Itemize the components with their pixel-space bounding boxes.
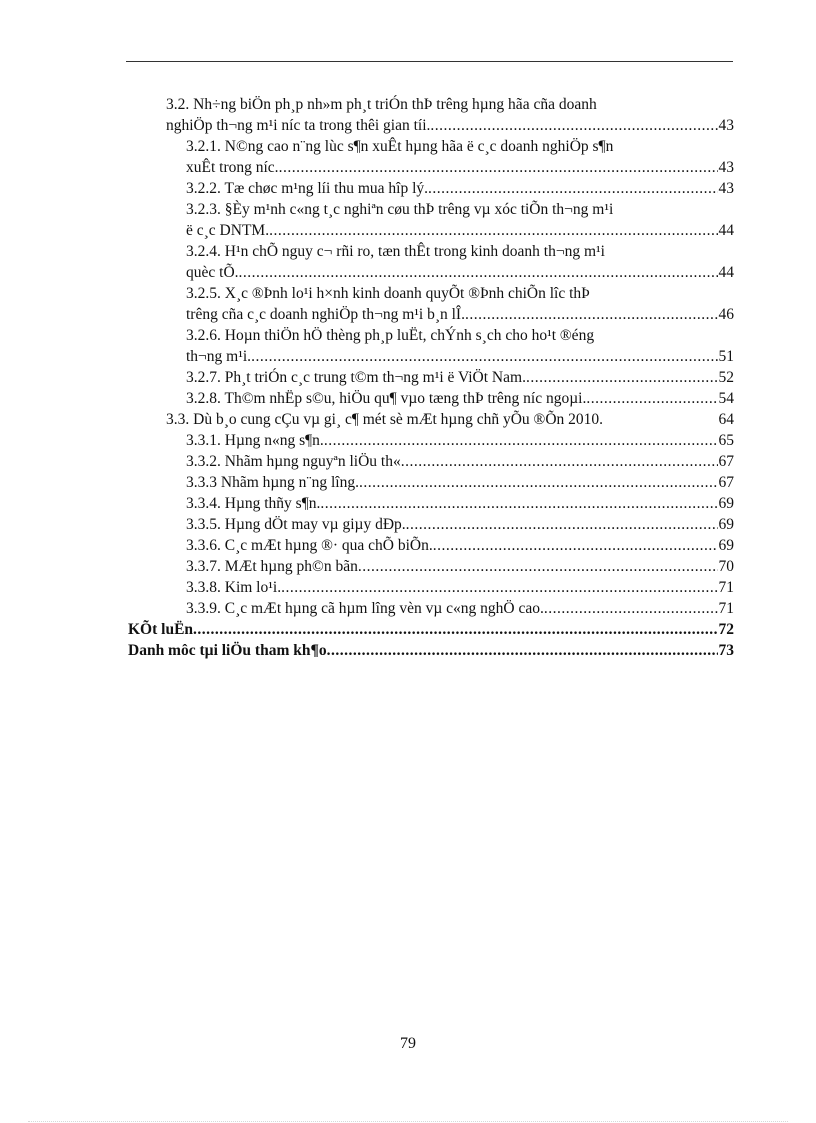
toc-entry-title: 3.2.2. Tæ chøc m¹ng líi thu mua hîp lý. <box>186 180 429 197</box>
dot-leader <box>279 157 718 178</box>
toc-entry[interactable] <box>126 514 734 535</box>
toc-page-number: 72 <box>718 621 734 638</box>
toc-page-number: 64 <box>718 411 734 428</box>
dot-leader <box>430 115 717 136</box>
dot-leader <box>320 493 717 514</box>
dot-leader <box>359 472 718 493</box>
dot-leader <box>406 514 718 535</box>
dot-leader <box>544 598 718 619</box>
dot-leader <box>327 640 718 661</box>
toc-entry[interactable] <box>126 262 734 283</box>
toc-entry-title: 3.3.1. Hµng n«ng s¶n. <box>186 432 324 449</box>
toc-entry-line: 3.2.1. N©ng cao n¨ng lùc s¶n xuÊt hµng hãa ë c¸c doanh nghiÖp s¶n <box>186 138 614 155</box>
toc-entry-line: 3.2.5. X¸c ®Þnh lo¹i h×nh kinh doanh quyÕt ®Þnh chiÕn lîc thÞ <box>186 285 590 302</box>
toc-entry-title: Danh môc tµi liÖu tham kh¶o <box>128 642 327 659</box>
toc-page-number: 67 <box>718 474 734 491</box>
toc-page-number: 69 <box>718 516 734 533</box>
toc-page-number: 44 <box>718 264 734 281</box>
toc-entry-line: 3.2.3. §Èy m¹nh c«ng t¸c nghiªn cøu thÞ trêng vµ xóc tiÕn th¬ng m¹i <box>186 201 614 218</box>
toc-entry-title: 3.3.9. C¸c mÆt hµng cã hµm lîng vèn vµ c«ng nghÖ cao. <box>186 600 544 617</box>
toc-entry-line: 3.2. Nh÷ng biÖn ph¸p nh»m ph¸t triÓn thÞ trêng hµng hãa cña doanh <box>166 96 597 113</box>
dot-leader <box>251 346 717 367</box>
toc-entry-title: ë c¸c DNTM. <box>186 222 270 239</box>
toc-page-number: 69 <box>718 495 734 512</box>
table-of-contents <box>126 94 734 661</box>
toc-entry[interactable] <box>126 640 734 661</box>
toc-page-number: 70 <box>718 558 734 575</box>
toc-entry[interactable] <box>126 430 734 451</box>
dot-leader <box>526 367 718 388</box>
toc-page-number: 54 <box>718 390 734 407</box>
toc-entry-title: 3.3.8. Kim lo¹i. <box>186 579 282 596</box>
dot-leader <box>401 451 718 472</box>
toc-entry[interactable] <box>126 388 734 409</box>
toc-entry-title: 3.3.4. Hµng thñy s¶n. <box>186 495 321 512</box>
dot-leader <box>428 178 717 199</box>
page-edge-rule <box>28 1121 788 1122</box>
toc-entry[interactable] <box>126 556 734 577</box>
toc-entry-title: th¬ng m¹i. <box>186 348 252 365</box>
header-rule <box>126 61 733 62</box>
toc-entry-title: xuÊt trong níc. <box>186 159 279 176</box>
toc-page-number: 65 <box>718 432 734 449</box>
toc-page-number: 67 <box>718 453 734 470</box>
toc-entry[interactable] <box>126 409 734 430</box>
toc-page-number: 44 <box>718 222 734 239</box>
toc-entry[interactable] <box>126 619 734 640</box>
toc-entry[interactable] <box>126 115 734 136</box>
toc-entry[interactable] <box>126 451 734 472</box>
toc-entry-title: 3.3.5. Hµng dÖt may vµ giµy dÐp. <box>186 516 406 533</box>
toc-page-number: 43 <box>718 117 734 134</box>
toc-entry-title: 3.3.3 Nhãm hµng n¨ng lîng. <box>186 474 359 491</box>
toc-entry-title: quèc tÕ. <box>186 264 239 281</box>
toc-entry[interactable] <box>126 472 734 493</box>
toc-entry[interactable] <box>126 220 734 241</box>
toc-entry-title: 3.2.7. Ph¸t triÓn c¸c trung t©m th¬ng m¹i ë ViÖt Nam. <box>186 369 526 386</box>
dot-leader <box>281 577 717 598</box>
toc-entry[interactable] <box>126 178 734 199</box>
toc-page-number: 69 <box>718 537 734 554</box>
toc-entry[interactable] <box>126 367 734 388</box>
toc-page-number: 71 <box>718 600 734 617</box>
toc-entry[interactable] <box>126 535 734 556</box>
toc-page-number: 51 <box>718 348 734 365</box>
toc-entry[interactable] <box>126 304 734 325</box>
toc-entry[interactable] <box>126 493 734 514</box>
toc-entry-title: KÕt luËn <box>128 621 194 638</box>
toc-page-number: 52 <box>718 369 734 386</box>
toc-entry-line: 3.2.4. H¹n chÕ nguy c¬ rñi ro, tæn thÊt trong kinh doanh th¬ng m¹i <box>186 243 605 260</box>
toc-entry-line: 3.2.6. Hoµn thiÖn hÖ thèng ph¸p luËt, chÝnh s¸ch cho ho¹t ®éng <box>186 327 595 344</box>
dot-leader <box>239 262 718 283</box>
dot-leader <box>358 556 718 577</box>
toc-entry-title: nghiÖp th¬ng m¹i níc ta trong thêi gian tíi. <box>166 117 431 134</box>
page-number: 79 <box>400 1035 416 1052</box>
toc-entry[interactable] <box>126 577 734 598</box>
toc-entry-title: 3.3.7. MÆt hµng ph©n bãn <box>186 558 358 575</box>
dot-leader <box>193 619 717 640</box>
toc-page-number: 71 <box>718 579 734 596</box>
toc-entry[interactable] <box>126 346 734 367</box>
dot-leader <box>586 388 717 409</box>
toc-entry[interactable] <box>126 157 734 178</box>
dot-leader <box>465 304 718 325</box>
toc-page-number: 46 <box>718 306 734 323</box>
toc-page-number: 43 <box>718 159 734 176</box>
dot-leader <box>324 430 718 451</box>
toc-entry-title: 3.3.6. C¸c mÆt hµng ®· qua chÕ biÕn. <box>186 537 433 554</box>
dot-leader <box>433 535 718 556</box>
toc-entry-title: trêng cña c¸c doanh nghiÖp th¬ng m¹i b¸n lÎ. <box>186 306 465 323</box>
toc-entry-title: 3.3.2. Nhãm hµng nguyªn liÖu th« <box>186 453 401 470</box>
toc-entry-title: 3.2.8. Th©m nhËp s©u, hiÖu qu¶ vµo tæng thÞ trêng níc ngoµi. <box>186 390 587 407</box>
toc-entry-title: 3.3. Dù b¸o cung cÇu vµ gi¸ c¶ mét sè mÆt hµng chñ yÕu ®Õn 2010. <box>166 411 604 428</box>
toc-page-number: 73 <box>718 642 734 659</box>
toc-page-number: 43 <box>718 180 734 197</box>
dot-leader <box>269 220 717 241</box>
toc-entry[interactable] <box>126 598 734 619</box>
